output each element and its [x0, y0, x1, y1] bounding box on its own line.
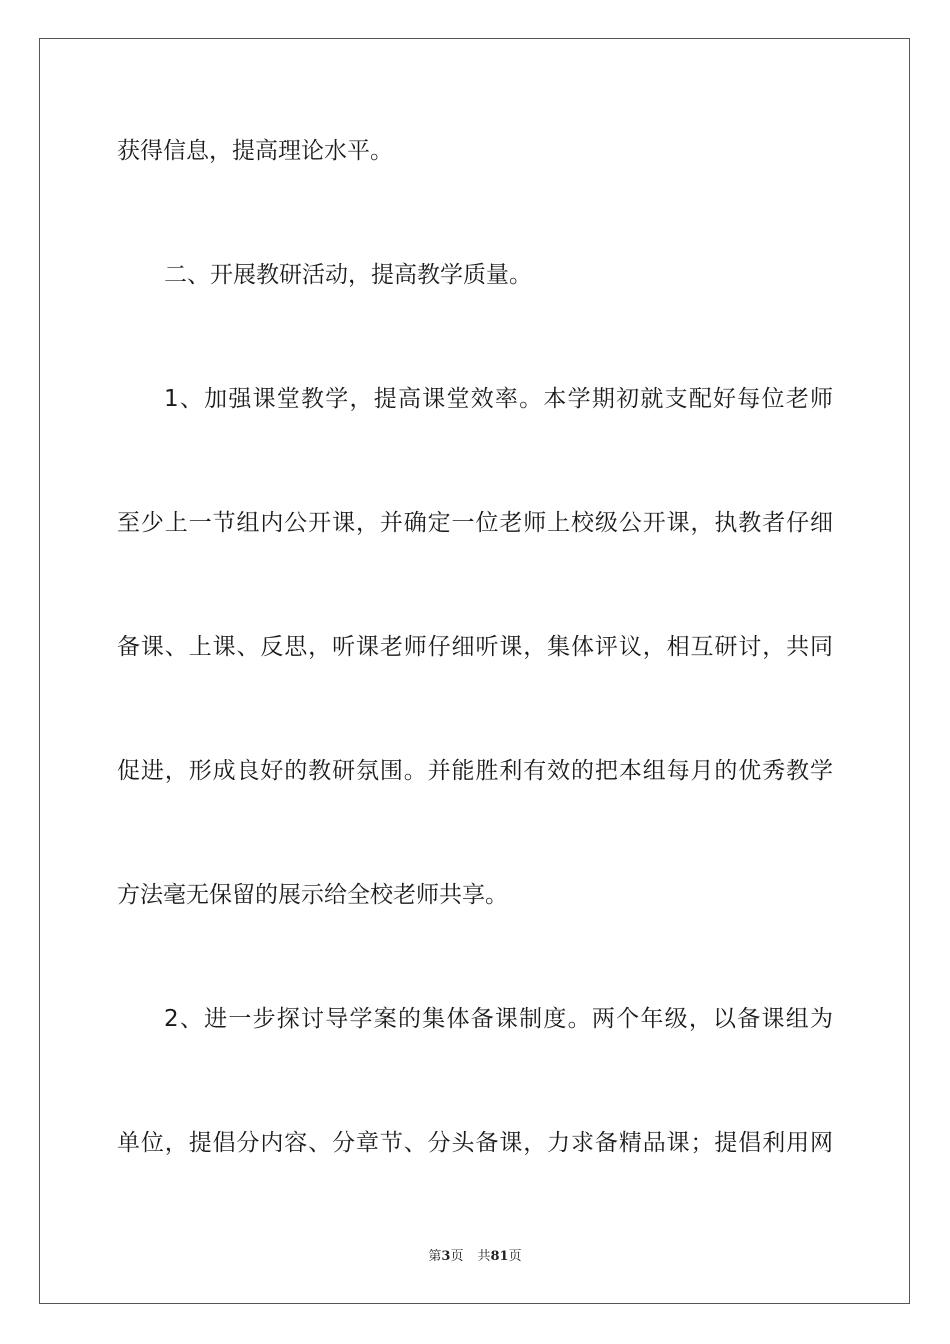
page-suffix: 页	[450, 1249, 464, 1264]
page-border	[39, 38, 910, 1304]
paragraph-line-9: 单位，提倡分内容、分章节、分头备课，力求备精品课；提倡利用网	[117, 1130, 833, 1156]
paragraph-line-4: 至少上一节组内公开课，并确定一位老师上校级公开课，执教者仔细	[117, 510, 833, 536]
paragraph-line-1: 获得信息，提高理论水平。	[117, 138, 393, 164]
paragraph-line-3: 1、加强课堂教学，提高课堂效率。本学期初就支配好每位老师	[164, 386, 833, 412]
total-pages-number: 81	[490, 1249, 509, 1264]
paragraph-line-6: 促进，形成良好的教研氛围。并能胜利有效的把本组每月的优秀教学	[117, 758, 833, 784]
paragraph-line-7: 方法毫无保留的展示给全校老师共享。	[117, 882, 508, 908]
paragraph-line-8: 2、进一步探讨导学案的集体备课制度。两个年级，以备课组为	[164, 1006, 833, 1032]
paragraph-line-5: 备课、上课、反思，听课老师仔细听课，集体评议，相互研讨，共同	[117, 634, 833, 660]
current-page-number: 3	[441, 1249, 451, 1264]
page-prefix: 第	[428, 1249, 442, 1264]
page-footer	[0, 1248, 950, 1266]
total-suffix: 页	[508, 1249, 522, 1264]
total-prefix: 共	[477, 1249, 491, 1264]
section-heading: 二、开展教研活动，提高教学质量。	[164, 262, 532, 288]
